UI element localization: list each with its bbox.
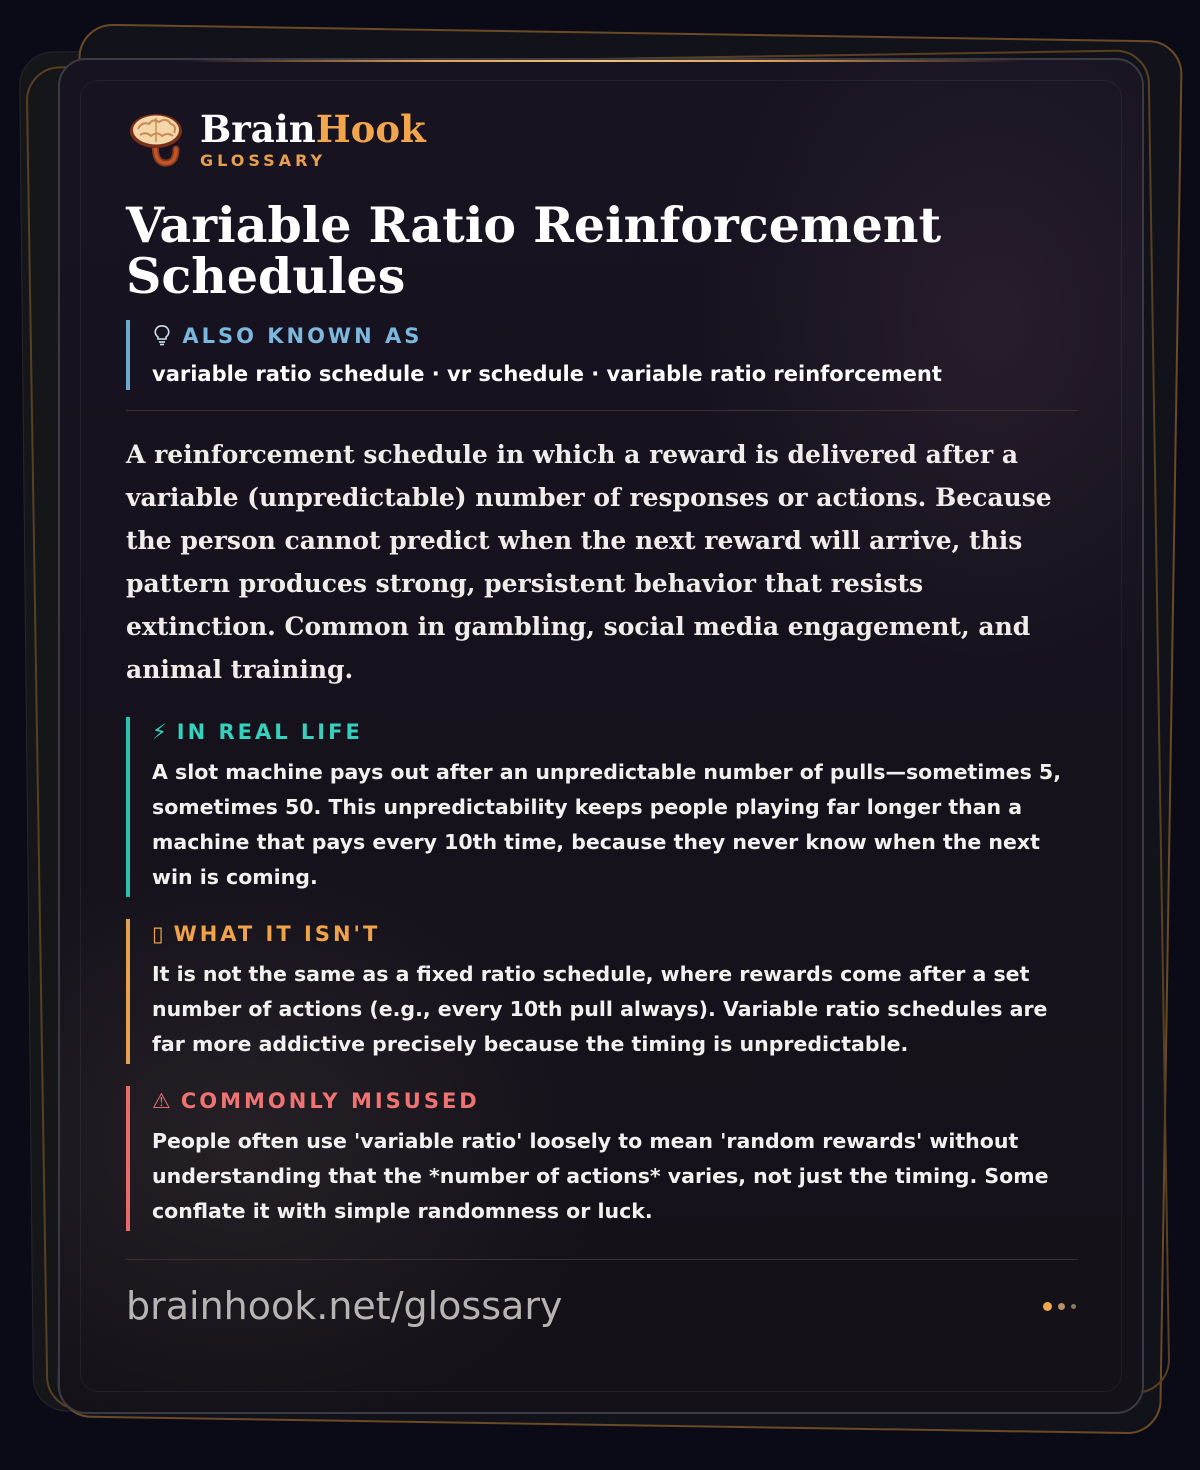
- definition-text: A reinforcement schedule in which a reward is delivered after a variable (unpredictable) number of responses or actions. Because the person cannot predict when the next reward will arrive, this pattern produces strong, persistent behavior that resists extinction. Common in gambling, social media engagement, and animal training.: [126, 440, 1052, 684]
- brand-header: [126, 104, 1078, 174]
- section-heading: ⚠ COMMONLY MISUSED: [152, 1089, 480, 1113]
- section-body: People often use 'variable ratio' loosely to mean 'random rewards' without understanding that the *number of actions* varies, not just the timing. Some conflate it with simple randomness or luck.: [152, 1129, 1049, 1223]
- also-known-as-heading: ALSO KNOWN AS: [152, 322, 1078, 350]
- warning-icon: ⚠: [152, 1089, 171, 1113]
- brain-hook-logo-icon: [126, 109, 186, 169]
- dot: [1071, 1304, 1076, 1309]
- footer-divider: [126, 1259, 1078, 1260]
- glossary-card: [58, 58, 1144, 1414]
- term-title: Variable Ratio Reinforcement Schedules: [126, 196, 942, 305]
- section-what-it-isnt: [126, 919, 1078, 1064]
- dot: [1058, 1303, 1065, 1310]
- lightbulb-icon: [152, 324, 182, 348]
- section-body: A slot machine pays out after an unpredictable number of pulls—sometimes 5, sometimes 50. This unpredictability keeps people playing far longer than a machine that pays every 10th time, because they never know when the next win is coming.: [152, 760, 1061, 889]
- pagination-dots: [1043, 1302, 1076, 1311]
- also-known-as-block: [126, 320, 1078, 390]
- card-footer: [126, 1282, 1078, 1330]
- card-accent-line: [180, 60, 1022, 62]
- brand-name: BrainHook: [200, 106, 426, 151]
- section-heading: ⚡ IN REAL LIFE: [152, 720, 363, 744]
- lightning-icon: ⚡: [152, 720, 167, 744]
- section-in-real-life: [126, 717, 1078, 897]
- card-content: [126, 104, 1078, 1330]
- section-body: It is not the same as a fixed ratio schedule, where rewards come after a set number of actions (e.g., every 10th pull always). Variable ratio schedules are far more addictive precisely because the timing is unpredictable.: [152, 962, 1048, 1056]
- not-icon: ▯: [152, 922, 164, 946]
- divider: [126, 410, 1078, 411]
- section-heading: ▯ WHAT IT ISN'T: [152, 922, 381, 946]
- footer-url[interactable]: brainhook.net/glossary: [126, 1284, 563, 1328]
- also-known-as-terms: variable ratio schedule · vr schedule · variable ratio reinforcement: [152, 362, 942, 386]
- dot-active: [1043, 1302, 1052, 1311]
- brand-subtitle: GLOSSARY: [200, 150, 327, 170]
- section-commonly-misused: [126, 1086, 1078, 1231]
